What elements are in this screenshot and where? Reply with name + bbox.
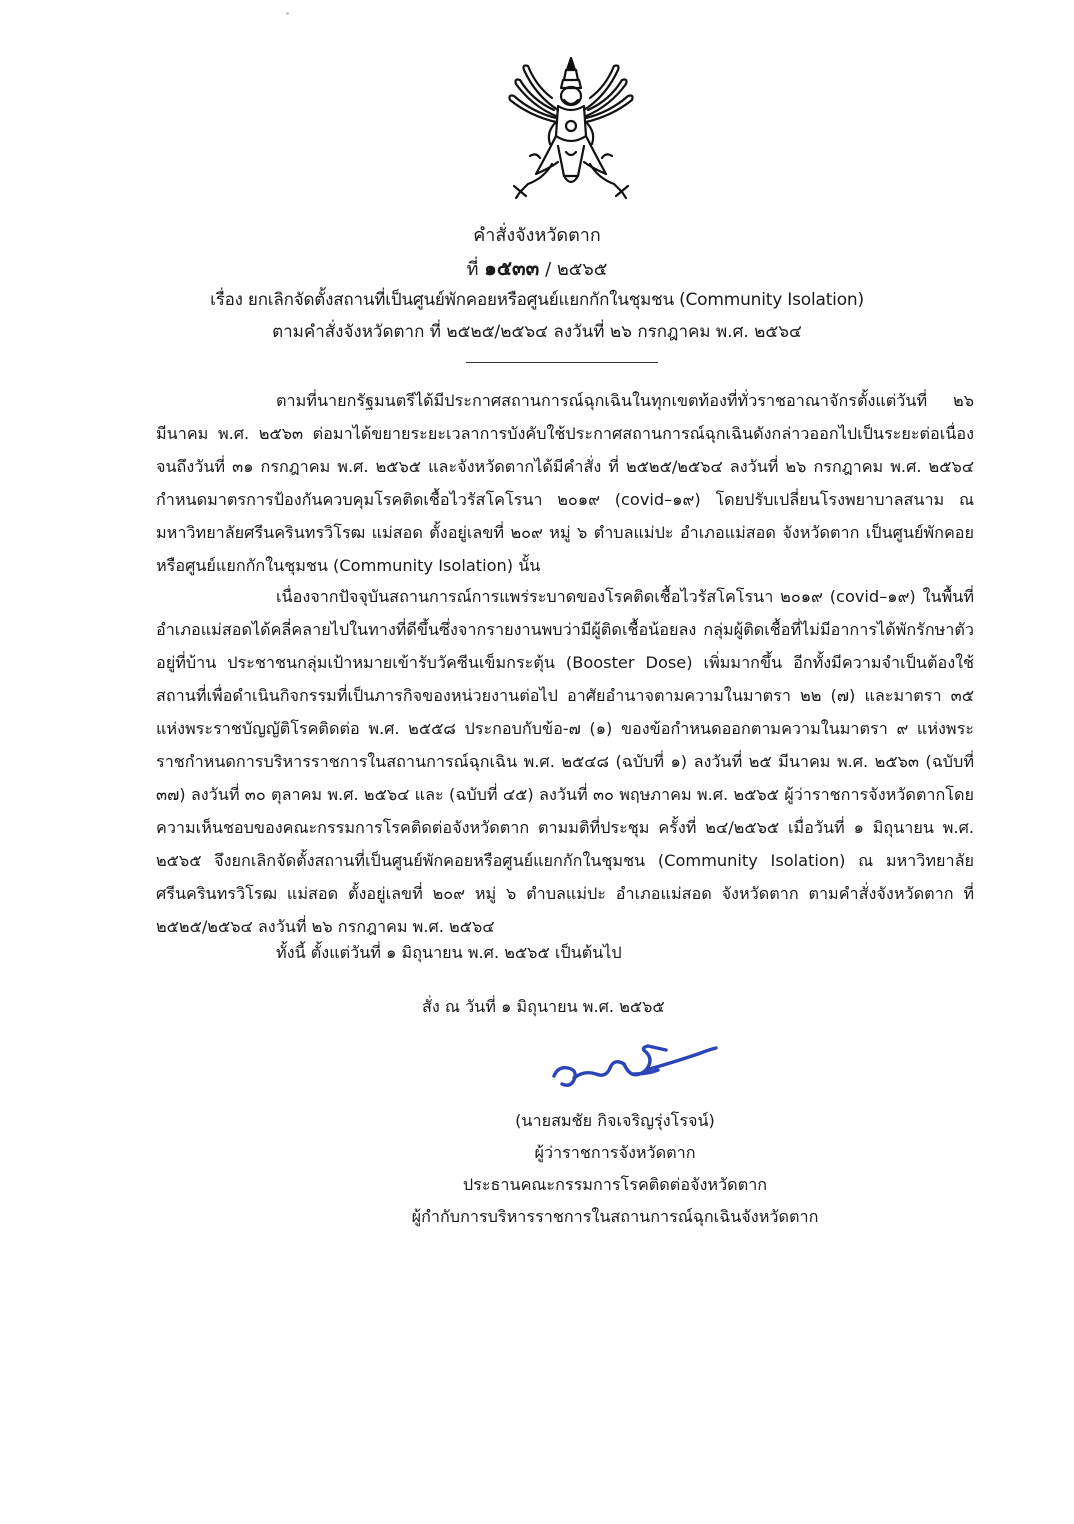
signer-position-2: ประธานคณะกรรมการโรคติดต่อจังหวัดตาก (462, 1175, 768, 1194)
body-paragraph-2: เนื่องจากปัจจุบันสถานการณ์การแพร่ระบาดของโรคติดเชื้อไวรัสโคโรนา ๒๐๑๙ (covid–๑๙) ในพื้นที่อำเภอแม่สอดได้คลี่คลายไปในทางที่ดีขึ้นซึ่งจากรายงานพบว่ามีผู้ติดเชื้อน้อยลง กลุ่มผู้ติดเชื้อที่ไม่มีอาการได้พักรักษาตัวอยู่ที่บ้าน ประชาชนกลุ่มเป้าหมายเข้ารับวัคซีนเข็มกระตุ้น (Booster Dose) เพิ่มมากขึ้น อีกทั้งมีความจำเป็นต้องใช้สถานที่เพื่อดำเนินกิจกรรมที่เป็นภารกิจของหน่วยงานต่อไป อาศัยอำนาจตามความในมาตรา ๒๒ (๗) และมาตรา ๓๕ แห่งพระราชบัญญัติโรคติดต่อ พ.ศ. ๒๕๕๘ ประกอบกับข้อ-๗ (๑) ของข้อกำหนดออกตามความในมาตรา ๙ แห่งพระราชกำหนดการบริหารราชการในสถานการณ์ฉุกเฉิน พ.ศ. ๒๕๔๘ (ฉบับที่ ๑) ลงวันที่ ๒๕ มีนาคม พ.ศ. ๒๕๖๓ (ฉบับที่ ๓๗) ลงวันที่ ๓๐ ตุลาคม พ.ศ. ๒๕๖๔ และ (ฉบับที่ ๔๕) ลงวันที่ ๓๐ พฤษภาคม พ.ศ. ๒๕๖๕ ผู้ว่าราชการจังหวัดตากโดยความเห็นชอบของคณะกรรมการโรคติดต่อจังหวัดตาก ตามมติที่ประชุม ครั้งที่ ๒๔/๒๕๖๕ เมื่อวันที่ ๑ มิถุนายน พ.ศ. ๒๕๖๕ จึงยกเลิกจัดตั้งสถานที่เป็นศูนย์พักคอยหรือศูนย์แยกกักในชุมชน (Community Isolation) ณ มหาวิทยาลัยศรีนครินทรวิโรฒ แม่สอด ตั้งอยู่เลขที่ ๒๐๙ หมู่ ๖ ตำบลแม่ปะ อำเภอแม่สอด จังหวัดตาก ตามคำสั่งจังหวัดตาก ที่ ๒๕๒๕/๒๕๖๔ ลงวันที่ ๒๖ กรกฎาคม พ.ศ. ๒๕๖๔ (156, 587, 974, 936)
body-paragraph-3: ทั้งนี้ ตั้งแต่วันที่ ๑ มิถุนายน พ.ศ. ๒๕๖๕ เป็นต้นไป (276, 943, 622, 962)
subject-line-2: ตามคำสั่งจังหวัดตาก ที่ ๒๕๒๕/๒๕๖๔ ลงวันที่ ๒๖ กรกฎาคม พ.ศ. ๒๕๖๔ (272, 322, 802, 342)
garuda-emblem-icon (506, 56, 636, 201)
order-number-prefix: ที่ (466, 259, 479, 280)
order-number: ๑๕๓๓ (484, 256, 540, 280)
order-number-line (0, 252, 1074, 284)
signer-name: (นายสมชัย กิจเจริญรุ่งโรจน์) (515, 1111, 715, 1130)
subject-line-1: เรื่อง ยกเลิกจัดตั้งสถานที่เป็นศูนย์พักคอยหรือศูนย์แยกกักในชุมชน (Community Isolation) (210, 290, 864, 310)
body-paragraph-1: ตามที่นายกรัฐมนตรีได้มีประกาศสถานการณ์ฉุกเฉินในทุกเขตท้องที่ทั่วราชอาณาจักรตั้งแต่วันที่ ๒๖ มีนาคม พ.ศ. ๒๕๖๓ ต่อมาได้ขยายระยะเวลาการบังคับใช้ประกาศสถานการณ์ฉุกเฉินดังกล่าวออกไปเป็นระยะต่อเนื่องจนถึงวันที่ ๓๑ กรกฎาคม พ.ศ. ๒๕๖๕ และจังหวัดตากได้มีคำสั่ง ที่ ๒๕๒๕/๒๕๖๔ ลงวันที่ ๒๖ กรกฎาคม พ.ศ. ๒๕๖๔ กำหนดมาตรการป้องกันควบคุมโรคติดเชื้อไวรัสโคโรนา ๒๐๑๙ (covid–๑๙) โดยปรับเปลี่ยนโรงพยาบาลสนาม ณ มหาวิทยาลัยศรีนครินทรวิโรฒ แม่สอด ตั้งอยู่เลขที่ ๒๐๙ หมู่ ๖ ตำบลแม่ปะ อำเภอแม่สอด จังหวัดตาก เป็นศูนย์พักคอยหรือศูนย์แยกกักในชุมชน (Community Isolation) นั้น (156, 391, 974, 575)
handwritten-signature-icon (548, 1030, 720, 1100)
header-divider (466, 362, 658, 363)
order-title: คำสั่งจังหวัดตาก (473, 225, 601, 246)
order-number-year: / ๒๕๖๕ (545, 259, 608, 280)
signer-position-3: ผู้กำกับการบริหารราชการในสถานการณ์ฉุกเฉินจังหวัดตาก (411, 1207, 819, 1226)
signer-position-1: ผู้ว่าราชการจังหวัดตาก (534, 1143, 696, 1162)
order-date-line: สั่ง ณ วันที่ ๑ มิถุนายน พ.ศ. ๒๕๖๕ (422, 997, 665, 1016)
scan-speck (286, 12, 289, 15)
